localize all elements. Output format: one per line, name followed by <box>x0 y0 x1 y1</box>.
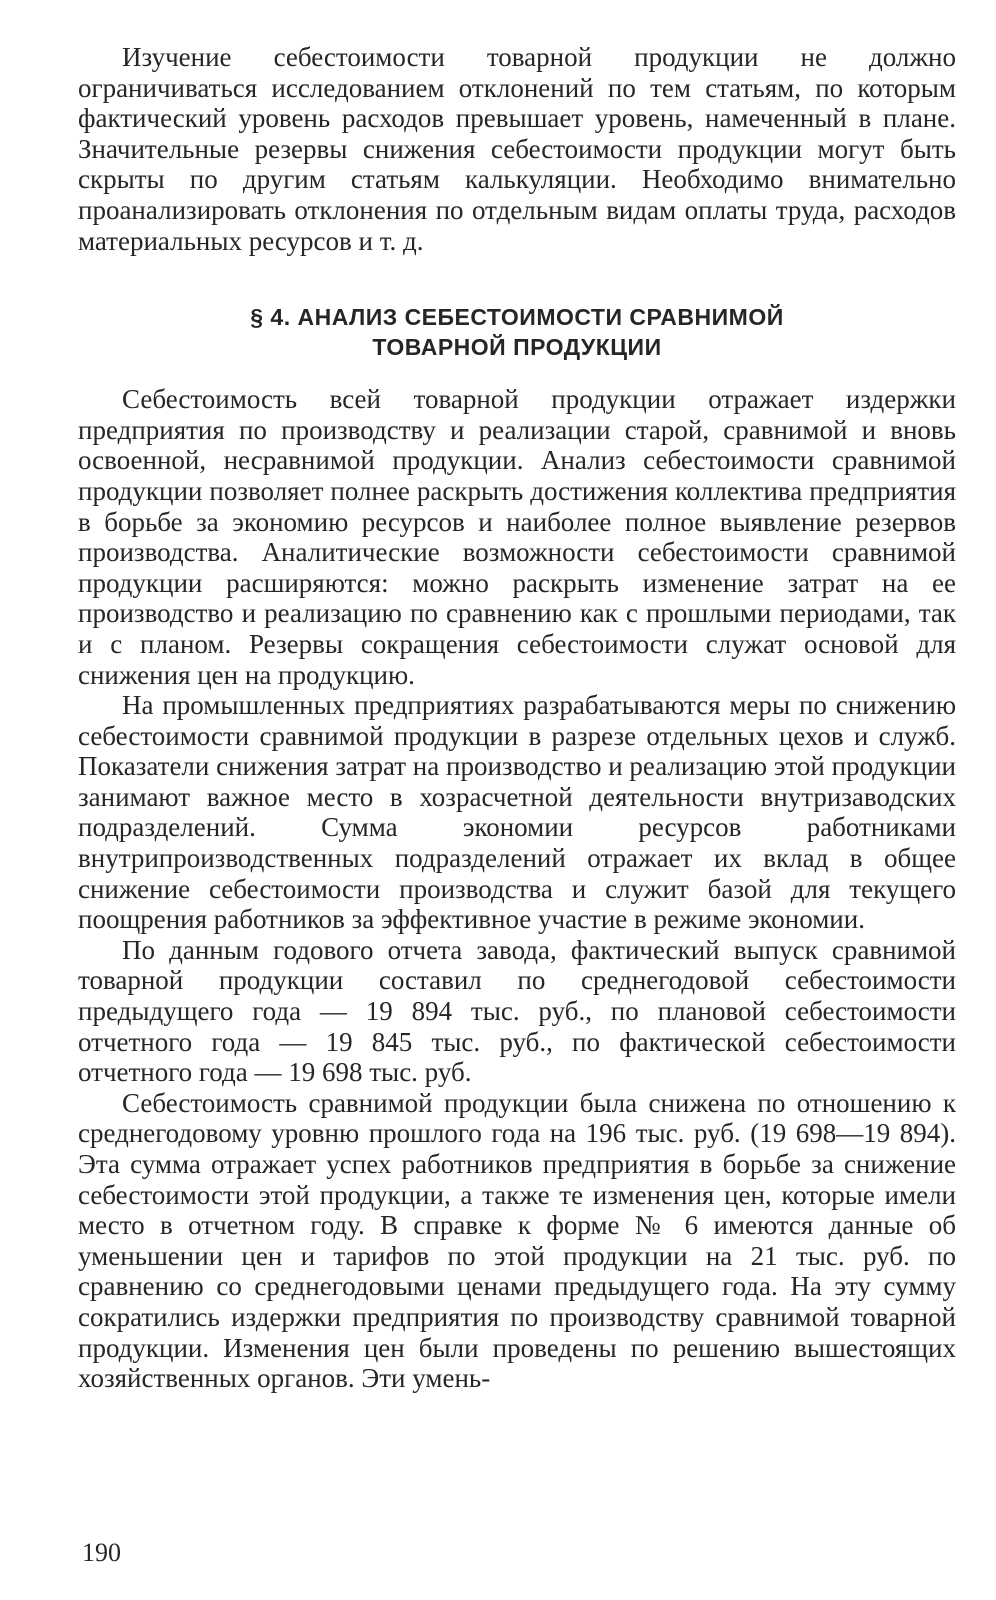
paragraph-cost-of-comparable-products: Себестоимость всей товарной продукции отражает издержки предприятия по производству и реализации старой, сравнимой и вновь освоенной, несравнимой продукции. Анализ себестоимости сравнимой продукции позволяет полнее раскрыть достижения коллектива предприятия в борьбе за экономию ресурсов и наиболее полное выявление резервов производства. Аналитические возможности себестоимости сравнимой продукции расширяются: можно раскрыть изменение затрат на ее производство и реализацию по сравнению как с прошлыми периодами, так и с планом. Резервы сокращения себестоимости служат основой для снижения цен на продукцию. <box>78 384 956 690</box>
paragraph-cost-reduction-measures: На промышленных предприятиях разрабатываются меры по снижению себестоимости сравнимой продукции в разрезе отдельных цехов и служб. Показатели снижения затрат на производство и реализацию этой продукции занимают важное место в хозрасчетной деятельности внутризаводских подразделений. Сумма экономии ресурсов работниками внутрипроизводственных подразделений отражает их вклад в общее снижение себестоимости производства и служит базой для текущего поощрения работников за эффективное участие в режиме экономии. <box>78 690 956 935</box>
paragraph-cost-reduction-analysis: Себестоимость сравнимой продукции была снижена по отношению к среднегодовому уровню прошлого года на 196 тыс. руб. (19 698—19 894). Эта сумма отражает успех работников предприятия в борьбе за снижение себестоимости этой продукции, а также те изменения цен, которые имели место в отчетном году. В справке к форме № 6 имеются данные об уменьшении цен и тарифов по этой продукции на 21 тыс. руб. по сравнению со среднегодовыми ценами предыдущего года. На эту сумму сократились издержки предприятия по производству сравнимой товарной продукции. Изменения цен были проведены по решению вышестоящих хозяйственных органов. Эти умень- <box>78 1087 956 1394</box>
page-number: 190 <box>82 1538 121 1567</box>
section-heading <box>78 302 956 362</box>
section-heading-line-1: § 4. АНАЛИЗ СЕБЕСТОИМОСТИ СРАВНИМОЙ <box>250 304 784 331</box>
page-body <box>78 40 956 1394</box>
section-heading-line-2: ТОВАРНОЙ ПРОДУКЦИИ <box>372 334 662 361</box>
paragraph-annual-report-data: По данным годового отчета завода, фактический выпуск сравнимой товарной продукции составил по среднегодовой себестоимости предыдущего года — 19 894 тыс. руб., по плановой себестоимости отчетного года — 19 845 тыс. руб., по фактической себестоимости отчетного года — 19 698 тыс. руб. <box>78 934 956 1088</box>
intro-paragraph: Изучение себестоимости товарной продукции не должно ограничиваться исследованием отклонений по тем статьям, по которым фактический уровень расходов превышает уровень, намеченный в плане. Значительные резервы снижения себестоимости продукции могут быть скрыты по другим статьям калькуляции. Необходимо внимательно проанализировать отклонения по отдельным видам оплаты труда, расходов материальных ресурсов и т. д. <box>78 42 956 256</box>
